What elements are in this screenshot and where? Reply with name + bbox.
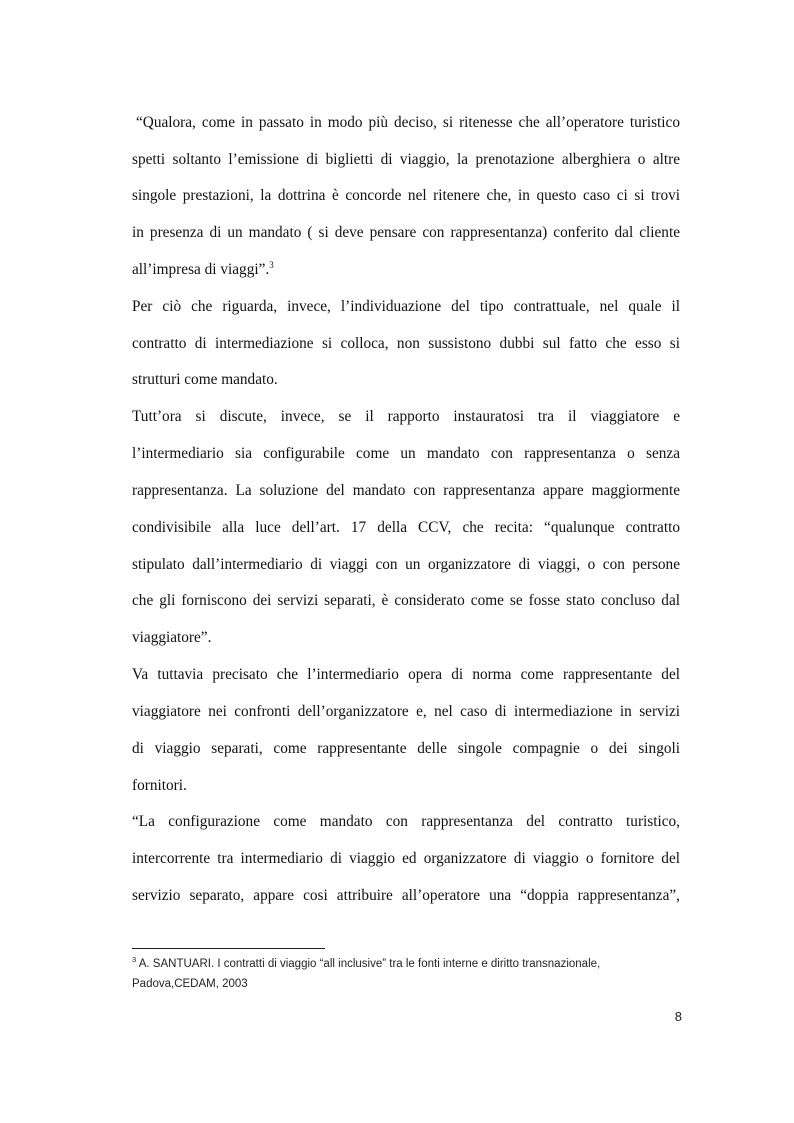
footnote-line bbox=[132, 956, 600, 972]
body-line: che gli forniscono dei servizi separati, è considerato come se fosse stato concluso dal bbox=[132, 592, 680, 609]
body-line: fornitori. bbox=[132, 777, 187, 794]
body-line: Tutt’ora si discute, invece, se il rapporto instauratosi tra il viaggiatore e bbox=[132, 408, 680, 425]
footnote-number: 3 bbox=[132, 955, 137, 965]
body-line-text: all’impresa di viaggi”. bbox=[132, 261, 270, 278]
page-number: 8 bbox=[674, 1009, 682, 1024]
body-line: contratto di intermediazione si colloca, non sussistono dubbi sul fatto che esso si bbox=[132, 335, 680, 352]
body-line: “La configurazione come mandato con rappresentanza del contratto turistico, bbox=[132, 813, 680, 830]
body-line: Per ciò che riguarda, invece, l’individuazione del tipo contrattuale, nel quale il bbox=[132, 298, 680, 315]
body-line: l’intermediario sia configurabile come un mandato con rappresentanza o senza bbox=[132, 445, 680, 462]
body-line: singole prestazioni, la dottrina è concorde nel ritenere che, in questo caso ci si trovi bbox=[132, 187, 680, 204]
body-line: viaggiatore”. bbox=[132, 629, 212, 646]
body-line: servizio separato, appare cosi attribuire all’operatore una “doppia rappresentanza”, bbox=[132, 887, 680, 904]
footnote-line: Padova,CEDAM, 2003 bbox=[132, 978, 248, 990]
body-line: spetti soltanto l’emissione di biglietti di viaggio, la prenotazione alberghiera o altre bbox=[132, 151, 680, 168]
body-line: rappresentanza. La soluzione del mandato con rappresentanza appare maggiormente bbox=[132, 482, 680, 499]
body-line: stipulato dall’intermediario di viaggi con un organizzatore di viaggi, o con persone bbox=[132, 556, 680, 573]
footnote-separator bbox=[132, 948, 325, 949]
body-line: Va tuttavia precisato che l’intermediario opera di norma come rappresentante del bbox=[132, 666, 680, 683]
body-line: viaggiatore nei confronti dell’organizzatore e, nel caso di intermediazione in servizi bbox=[132, 703, 680, 720]
body-line: intercorrente tra intermediario di viaggio ed organizzatore di viaggio o fornitore del bbox=[132, 850, 680, 867]
body-line: strutturi come mandato. bbox=[132, 371, 278, 388]
footnote-ref: 3 bbox=[269, 259, 274, 270]
body-line: di viaggio separati, come rappresentante delle singole compagnie o dei singoli bbox=[132, 740, 680, 757]
body-line: “Qualora, come in passato in modo più deciso, si ritenesse che all’operatore turistico bbox=[136, 114, 680, 131]
body-line-with-footnote-ref bbox=[132, 260, 680, 280]
body-line: condivisibile alla luce dell’art. 17 della CCV, che recita: “qualunque contratto bbox=[132, 519, 680, 536]
body-line: in presenza di un mandato ( si deve pensare con rappresentanza) conferito dal cliente bbox=[132, 224, 680, 241]
footnote-text: A. SANTUARI. I contratti di viaggio “all inclusive” tra le fonti interne e diritto transnazionale, bbox=[138, 958, 601, 970]
